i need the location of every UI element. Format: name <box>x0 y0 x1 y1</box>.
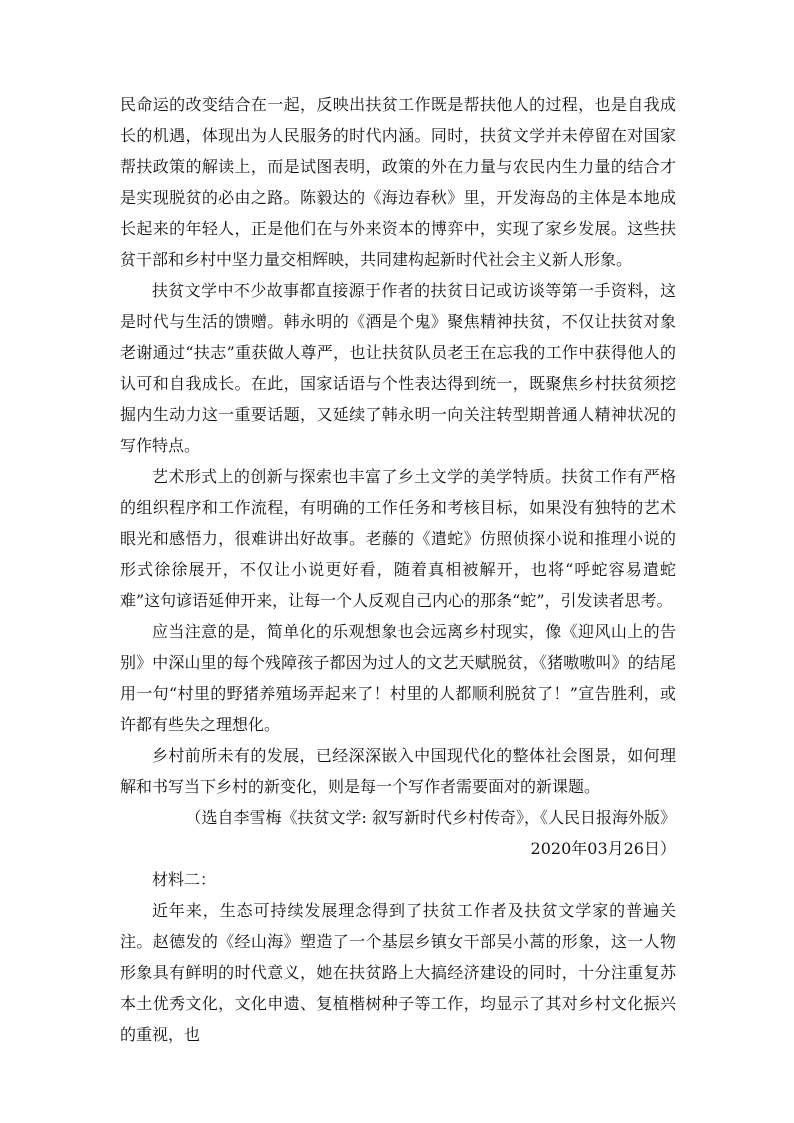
paragraph-idealization: 应当注意的是，简单化的乐观想象也会远离乡村现实，像《迎风山上的告别》中深山里的每个残障孩子都因为过人的文艺天赋脱贫，《猪嗷嗷叫》的结尾用一句“村里的野猪养殖场弄起来了！村里的人都顺利脱贫了！”宣告胜利，或许都有些失之理想化。 <box>120 622 676 734</box>
paragraph-material-two: 近年来，生态可持续发展理念得到了扶贫工作者及扶贫文学家的普遍关注。赵德发的《经山海》塑造了一个基层乡镇女干部吴小蒿的形象，这一人物形象具有鲜明的时代意义，她在扶贫路上大搞经济建设的同时，十分注重复苏本土优秀文化，文化申遗、复植楷树种子等工作，均显示了其对乡村文化振兴的重视，也 <box>120 901 676 1044</box>
paragraph-diary-sources: 扶贫文学中不少故事都直接源于作者的扶贫日记或访谈等第一手资料，这是时代与生活的馈赠。韩永明的《酒是个鬼》聚焦精神扶贫，不仅让扶贫对象老谢通过“扶志”重获做人尊严，也让扶贫队员老王在忘我的工作中获得他人的认可和自我成长。在此，国家话语与个性表达得到统一，既聚焦乡村扶贫须挖掘内生动力这一重要话题，又延续了韩永明一向关注转型期普通人精神状况的写作特点。 <box>120 281 676 455</box>
paragraph-continuation: 民命运的改变结合在一起，反映出扶贫工作既是帮扶他人的过程，也是自我成长的机遇，体现出为人民服务的时代内涵。同时，扶贫文学并未停留在对国家帮扶政策的解读上，而是试图表明，政策的外在力量与农民内生力量的结合才是实现脱贫的必由之路。陈毅达的《海边春秋》里，开发海岛的主体是本地成长起来的年轻人，正是他们在与外来资本的博弈中，实现了家乡发展。这些扶贫干部和乡村中坚力量交相辉映，共同建构起新时代社会主义新人形象。 <box>120 95 676 269</box>
paragraph-artistic-form: 艺术形式上的创新与探索也丰富了乡土文学的美学特质。扶贫工作有严格的组织程序和工作流程，有明确的工作任务和考核目标，如果没有独特的艺术眼光和感悟力，很难讲出好故事。老藤的《遣蛇》仿照侦探小说和推理小说的形式徐徐展开，不仅让小说更好看，随着真相被解开，也将“呼蛇容易遣蛇难”这句谚语延伸开来，让每一个人反观自己内心的那条“蛇”，引发读者思考。 <box>120 467 676 610</box>
source-citation: （选自李雪梅《扶贫文学: 叙写新时代乡村传奇》，《人民日报海外版》2020年03月26日） <box>185 808 676 858</box>
document-body <box>120 89 676 1050</box>
paragraph-new-topic: 乡村前所未有的发展，已经深深嵌入中国现代化的整体社会图景，如何理解和书写当下乡村的新变化，则是每一个写作者需要面对的新课题。 <box>120 746 676 796</box>
material-two-label: 材料二： <box>152 870 217 889</box>
